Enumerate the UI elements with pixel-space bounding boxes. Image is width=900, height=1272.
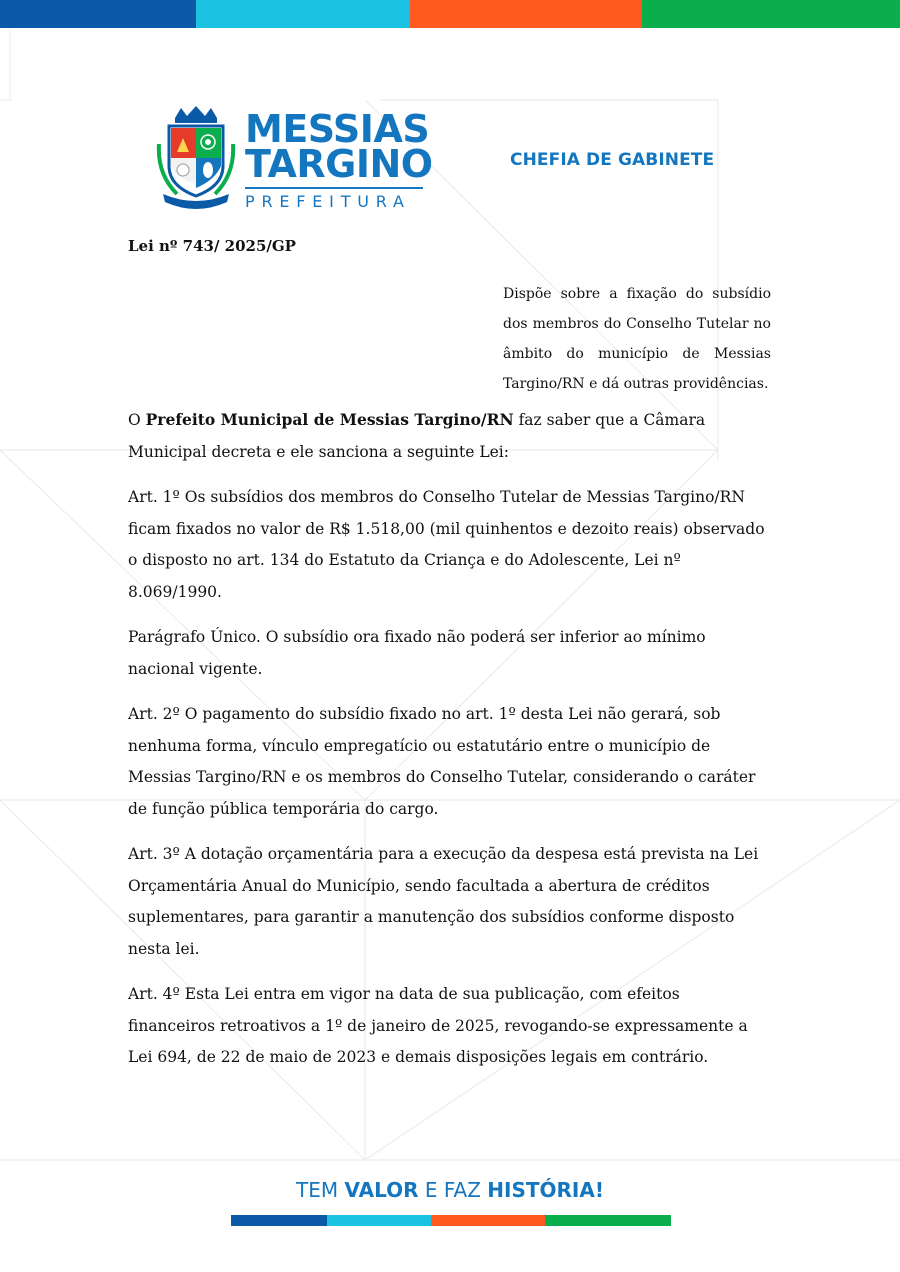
brand-name bbox=[245, 107, 433, 211]
top-color-stripe bbox=[0, 0, 900, 28]
slogan-part-2: VALOR bbox=[344, 1178, 419, 1202]
stripe-green bbox=[642, 0, 900, 28]
law-body bbox=[128, 404, 770, 1088]
article-3: Art. 3º A dotação orçamentária para a execução da despesa está prevista na Lei Orçamentária Anual do Município, sendo facultada a abertura de créditos suplementares, para garantir a manutenção dos subsídios conforme disposto nesta lei. bbox=[128, 845, 759, 958]
footer-stripe-blue bbox=[231, 1215, 327, 1226]
footer-color-stripe bbox=[231, 1215, 671, 1226]
stripe-blue bbox=[0, 0, 196, 28]
brand-line-1: MESSIAS bbox=[245, 107, 430, 151]
law-number: Lei nº 743/ 2025/GP bbox=[128, 237, 296, 255]
footer-stripe-green bbox=[545, 1215, 671, 1226]
brand-divider bbox=[245, 187, 423, 189]
article-4: Art. 4º Esta Lei entra em vigor na data de sua publicação, com efeitos financeiros retroativos a 1º de janeiro de 2025, revogando-se expressamente a Lei 694, de 22 de maio de 2023 e demais disposições legais em contrário. bbox=[128, 985, 748, 1066]
brand-line-2: TARGINO bbox=[245, 142, 433, 186]
preamble-bold: Prefeito Municipal de Messias Targino/RN bbox=[145, 410, 514, 429]
slogan-part-4: HISTÓRIA! bbox=[487, 1178, 604, 1202]
preamble-rest: faz saber que a Câmara Municipal decreta e ele sanciona a seguinte Lei: bbox=[128, 411, 706, 461]
prefeitura-logo bbox=[155, 104, 433, 214]
municipal-crest-icon bbox=[155, 104, 237, 210]
footer-stripe-cyan bbox=[327, 1215, 431, 1226]
stripe-orange bbox=[410, 0, 642, 28]
footer-slogan bbox=[0, 1178, 900, 1202]
preamble bbox=[128, 404, 770, 468]
article-2: Art. 2º O pagamento do subsídio fixado no art. 1º desta Lei não gerará, sob nenhuma forma, vínculo empregatício ou estatutário entre o município de Messias Targino/RN e os membros do Conselho Tutelar, considerando o caráter de função pública temporária do cargo. bbox=[128, 705, 756, 818]
law-summary: Dispõe sobre a fixação do subsídio dos membros do Conselho Tutelar no âmbito do município de Messias Targino/RN e dá outras providências. bbox=[503, 286, 771, 392]
office-title: CHEFIA DE GABINETE bbox=[510, 150, 715, 170]
slogan-part-3: E FAZ bbox=[418, 1178, 488, 1202]
sole-paragraph: Parágrafo Único. O subsídio ora fixado não poderá ser inferior ao mínimo nacional vigente. bbox=[128, 628, 706, 678]
preamble-prefix: O bbox=[128, 411, 146, 429]
footer-stripe-orange bbox=[431, 1215, 545, 1226]
brand-subtitle: PREFEITURA bbox=[245, 192, 411, 211]
article-1: Art. 1º Os subsídios dos membros do Conselho Tutelar de Messias Targino/RN ficam fixados no valor de R$ 1.518,00 (mil quinhentos e dezoito reais) observado o disposto no art. 134 do Estatuto da Criança e do Adolescente, Lei nº 8.069/1990. bbox=[128, 488, 765, 601]
stripe-cyan bbox=[196, 0, 410, 28]
slogan-part-1: TEM bbox=[296, 1178, 345, 1202]
